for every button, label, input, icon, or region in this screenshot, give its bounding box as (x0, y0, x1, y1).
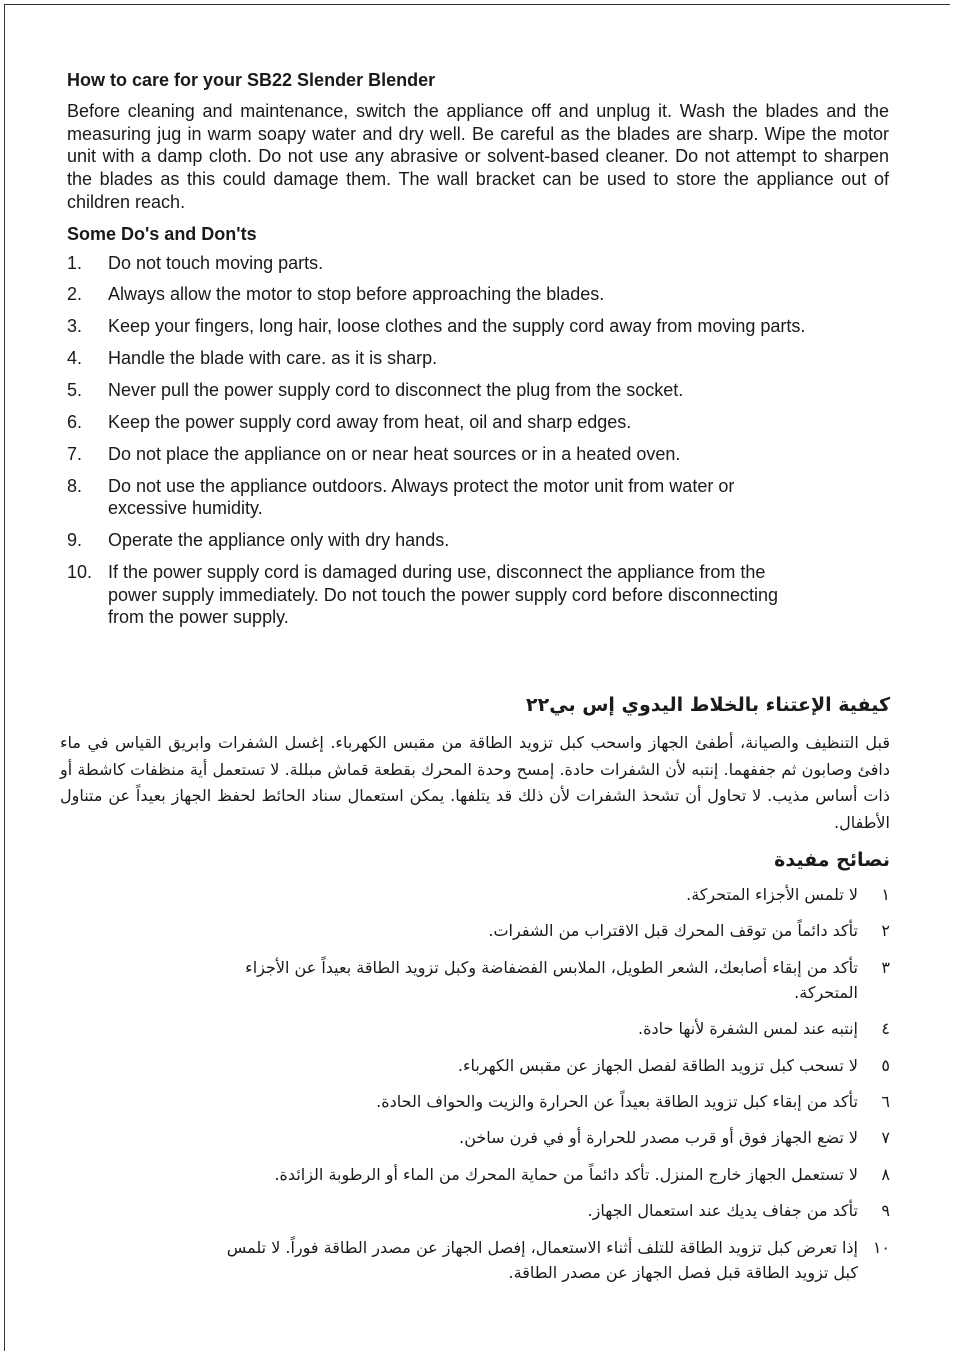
english-tips-list (67, 252, 889, 629)
list-text: لا تلمس الأجزاء المتحركة. (686, 885, 858, 904)
english-tips-heading: Some Do's and Don'ts (67, 223, 257, 244)
list-number: ٧ (881, 1128, 890, 1148)
list-number: ١ (881, 885, 890, 904)
list-item (67, 443, 889, 466)
arabic-tips-heading: نصائح مفيدة (774, 849, 890, 871)
list-item (67, 379, 889, 402)
list-number: ٩ (881, 1201, 890, 1221)
list-text: Keep the power supply cord away from heat, oil and sharp edges. (108, 411, 632, 432)
english-section (67, 69, 889, 638)
list-item (67, 561, 889, 629)
list-number: ٤ (881, 1019, 890, 1039)
list-text: Operate the appliance only with dry hands. (108, 530, 450, 551)
list-item (60, 1162, 890, 1187)
english-care-text: Before cleaning and maintenance, switch the appliance off and unplug it. Wash the blades and the measuring jug in warm soapy water and dry well. Be careful as the blades are sharp. Wipe the motor unit with a damp cloth. Do not use any abrasive or solvent-based cleaner. Do not attempt to sharpen the blades as this could damage them. The wall bracket can be used to store the appliance out of children reach. (67, 101, 889, 212)
list-item (60, 1198, 890, 1223)
list-number: 10. (67, 562, 93, 583)
list-number: ١٠ (872, 1237, 890, 1257)
list-number: ٢ (881, 921, 890, 941)
arabic-title: كيفية الإعتناء بالخلاط اليدوي إس بي٢٢ (526, 694, 890, 716)
list-text: إذا تعرض كبل تزويد الطاقة للتلف أثناء الاستعمال، إفصل الجهاز عن مصدر الطاقة فوراً. لا تلمس كبل تزويد الطاقة قبل فصل الجهاز عن مصدر الطاقة. (226, 1237, 858, 1282)
list-text: Do not place the appliance on or near heat sources or in a heated oven. (108, 443, 681, 464)
list-number: ٥ (881, 1055, 890, 1075)
list-text: Always allow the motor to stop before approaching the blades. (108, 284, 605, 305)
list-item (60, 1089, 890, 1114)
page-border-left (4, 4, 5, 1351)
page-border-top (4, 4, 950, 5)
list-text: If the power supply cord is damaged during use, disconnect the appliance from the power supply immediately. Do not touch the power supply cord before disconnecting from the power supply. (108, 562, 779, 628)
list-item (67, 283, 889, 306)
list-number: 8. (67, 475, 83, 496)
list-item (67, 529, 889, 552)
list-item (60, 882, 890, 907)
list-text: إنتبه عند لمس الشفرة لأنها حادة. (638, 1019, 858, 1039)
list-text: لا تستعمل الجهاز خارج المنزل. تأكد دائماً من حماية المحرك من الماء أو الرطوبة الزائدة. (274, 1164, 858, 1184)
list-number: ٣ (881, 957, 890, 977)
list-item (60, 918, 890, 943)
list-item (67, 315, 889, 338)
list-text: Keep your fingers, long hair, loose clothes and the supply cord away from moving parts. (108, 316, 806, 337)
list-text: Handle the blade with care. as it is sharp. (108, 348, 438, 369)
list-item (67, 347, 889, 370)
list-item (60, 1235, 890, 1285)
list-text: تأكد من إبقاء كبل تزويد الطاقة بعيداً عن الحرارة والزيت والحواف الحادة. (376, 1091, 858, 1111)
list-text: تأكد دائماً من توقف المحرك قبل الاقتراب من الشفرات. (488, 921, 858, 941)
english-title: How to care for your SB22 Slender Blender (67, 70, 436, 90)
list-number: 4. (67, 348, 83, 369)
arabic-tips-list (60, 882, 890, 1285)
list-item (60, 1125, 890, 1150)
list-number: 3. (67, 316, 83, 337)
list-item (60, 955, 890, 1005)
list-item (67, 411, 889, 434)
list-text: Do not touch moving parts. (108, 252, 324, 273)
arabic-section (60, 690, 890, 1296)
list-number: 7. (67, 443, 83, 464)
list-text: تأكد من جفاف يديك عند استعمال الجهاز. (587, 1201, 858, 1221)
list-number: 1. (67, 252, 83, 273)
list-item (60, 1053, 890, 1078)
list-number: 9. (67, 530, 83, 551)
list-text: لا تضع الجهاز فوق أو قرب مصدر للحرارة أو في فرن ساخن. (459, 1128, 858, 1148)
list-item (60, 1016, 890, 1041)
list-text: تأكد من إبقاء أصابعك، الشعر الطويل، الملابس الفضفاضة وكبل تزويد الطاقة بعيداً عن الأجزاء المتحركة. (245, 957, 858, 1002)
list-number: ٦ (881, 1091, 890, 1111)
arabic-care-text: قبل التنظيف والصيانة، أطفئ الجهاز واسحب كبل تزويد الطاقة من مقبس الكهرباء. إغسل الشفرات وابريق القياس في ماء دافئ وصابون ثم جففهما. إنتبه لأن الشفرات حادة. إمسح وحدة المحرك بقطعة قماش مبللة. لا تستعمل أية منظفات كاشطة أو ذات أساس مذيب. لا تحاول أن تشحذ الشفرات لأن ذلك قد يتلفها. يمكن استعمال سناد الحائط لحفظ الجهاز بعيداً عن متناول الأطفال. (60, 733, 890, 832)
list-number: 2. (67, 284, 83, 305)
list-number: ٨ (881, 1164, 890, 1184)
list-text: Do not use the appliance outdoors. Always protect the motor unit from water or excessive humidity. (108, 475, 735, 519)
list-item (67, 252, 889, 275)
list-text: لا تسحب كبل تزويد الطاقة لفصل الجهاز عن مقبس الكهرباء. (457, 1055, 858, 1075)
list-number: 5. (67, 380, 83, 401)
list-text: Never pull the power supply cord to disconnect the plug from the socket. (108, 380, 684, 401)
list-number: 6. (67, 411, 83, 432)
list-item (67, 475, 889, 520)
